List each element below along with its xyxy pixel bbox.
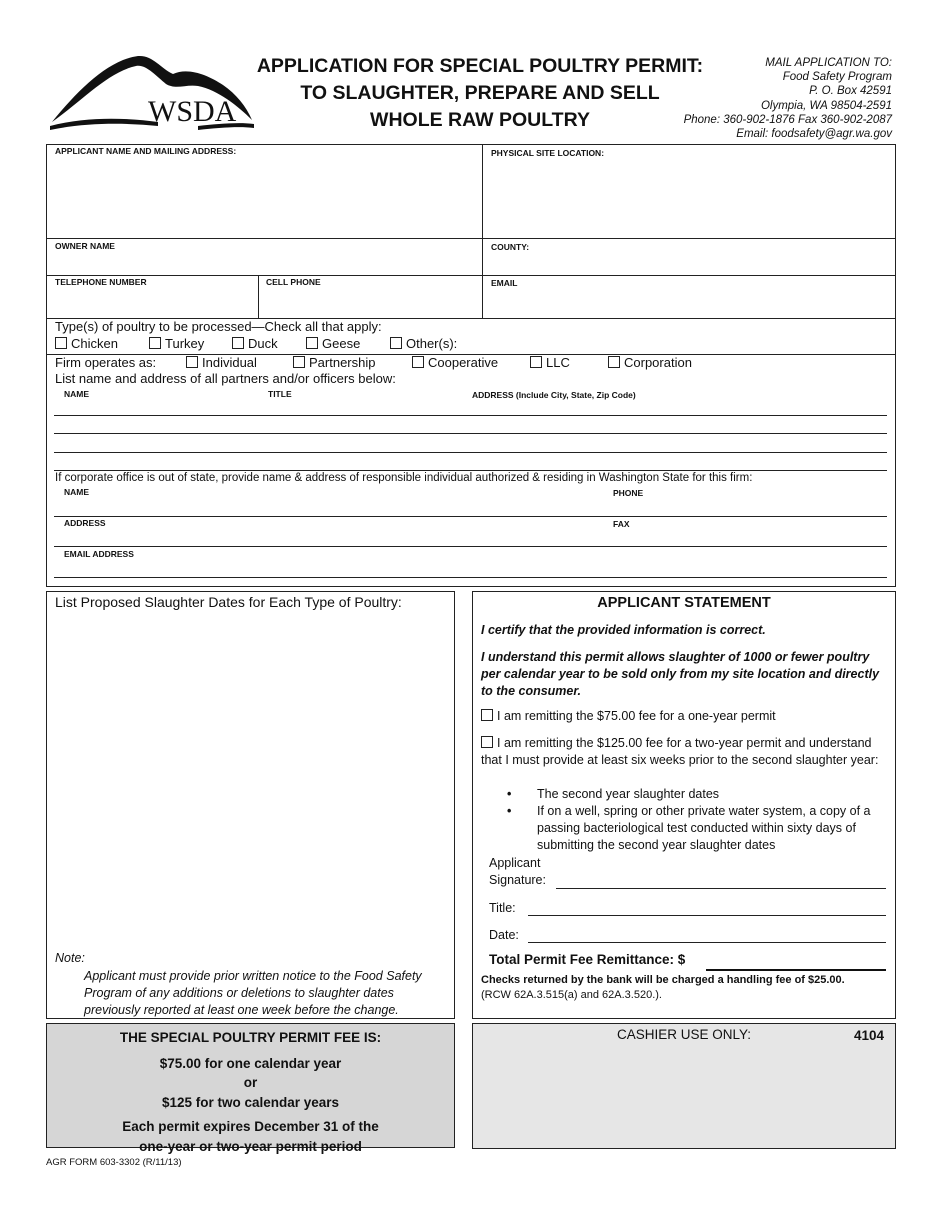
telephone-label: TELEPHONE NUMBER: [55, 277, 147, 287]
fee-or: or: [243, 1075, 258, 1090]
checkbox-geese[interactable]: Geese: [306, 336, 360, 351]
physical-site-field[interactable]: [484, 160, 894, 236]
mail-heading: MAIL APPLICATION TO:: [765, 57, 892, 69]
checkbox-icon: [232, 337, 244, 349]
wsda-logo: [48, 50, 258, 135]
note-label: Note:: [55, 951, 85, 965]
partners-title-label: TITLE: [268, 389, 292, 399]
checkbox-icon: [186, 356, 198, 368]
cashier-label: CASHIER USE ONLY:: [617, 1027, 752, 1042]
form-number: AGR FORM 603-3302 (R/11/13): [46, 1157, 182, 1168]
checks-notice: Checks returned by the bank will be charged a handling fee of $25.00.: [481, 974, 845, 986]
fee-line-2: $125 for two calendar years: [161, 1094, 340, 1110]
corporate-name-label: NAME: [64, 487, 90, 497]
checkbox-icon: [390, 337, 402, 349]
corporate-email-label: EMAIL ADDRESS: [64, 549, 134, 559]
two-year-option[interactable]: I am remitting the $125.00 fee for a two-year permit and understand that I must provide at least six weeks prior to the second slaughter year:: [481, 736, 879, 767]
signature-label: Applicant Signature:: [489, 856, 546, 887]
corporate-email-line[interactable]: [54, 577, 887, 578]
title-line-2: TO SLAUGHTER, PREPARE AND SELL: [300, 82, 660, 104]
applicant-name-label: APPLICANT NAME AND MAILING ADDRESS:: [55, 146, 237, 156]
county-label: COUNTY:: [491, 242, 530, 252]
checkbox-llc[interactable]: LLC: [530, 355, 570, 370]
requirement-item: • If on a well, spring or other private water system, a copy of a passing bacteriological test conducted within sixty days of submitting the second year slaughter dates: [481, 803, 891, 854]
fee-expires-1: Each permit expires December 31 of the: [122, 1119, 379, 1134]
certify-text: I certify that the provided information is correct.: [481, 623, 766, 637]
corporate-name-line[interactable]: [54, 516, 887, 517]
checkbox-icon: [293, 356, 305, 368]
partners-address-label: ADDRESS (Include City, State, Zip Code): [472, 390, 636, 400]
checkbox-duck[interactable]: Duck: [232, 336, 278, 351]
requirement-item: • The second year slaughter dates: [481, 786, 891, 803]
email-field[interactable]: [484, 290, 894, 317]
date-line[interactable]: [528, 942, 886, 943]
checkbox-cooperative[interactable]: Cooperative: [412, 355, 498, 370]
mail-email: Email: foodsafety@agr.wa.gov: [736, 128, 892, 141]
partners-line-1[interactable]: [54, 415, 887, 416]
statement-heading: APPLICANT STATEMENT: [597, 595, 771, 611]
checkbox-icon: [306, 337, 318, 349]
title-line-1: APPLICATION FOR SPECIAL POULTRY PERMIT:: [256, 55, 704, 77]
title-line-3: WHOLE RAW POULTRY: [370, 109, 590, 131]
county-field[interactable]: [484, 253, 894, 274]
slaughter-dates-field[interactable]: [50, 614, 450, 948]
checkbox-icon: [608, 356, 620, 368]
partners-name-label: NAME: [64, 389, 90, 399]
corporate-phone-label: PHONE: [613, 488, 644, 498]
checkbox-individual[interactable]: Individual: [186, 355, 257, 370]
checkbox-partnership[interactable]: Partnership: [293, 355, 375, 370]
title-line[interactable]: [528, 915, 886, 916]
mail-address-block: [684, 56, 892, 141]
owner-name-label: OWNER NAME: [55, 241, 115, 251]
partners-line-2[interactable]: [54, 433, 887, 434]
total-fee-label: Total Permit Fee Remittance: $: [489, 952, 686, 967]
fee-line-1: $75.00 for one calendar year: [159, 1055, 342, 1071]
total-fee-field[interactable]: [706, 954, 886, 971]
corporate-prompt: If corporate office is out of state, provide name & address of responsible individual authorized & residing in Washington State for this firm:: [55, 472, 753, 484]
fee-expires-2: one-year or two-year permit period: [139, 1138, 362, 1154]
partners-line-3[interactable]: [54, 452, 887, 453]
one-year-option[interactable]: I am remitting the $75.00 fee for a one-year permit: [481, 708, 776, 725]
checkbox-icon: [481, 736, 493, 748]
understand-text: I understand this permit allows slaughter of 1000 or fewer poultry per calendar year to be sold only from my site location and directly to the consumer.: [481, 650, 880, 698]
cell-phone-field[interactable]: [260, 290, 480, 317]
applicant-name-field[interactable]: [48, 158, 480, 236]
firm-prompt: Firm operates as:: [55, 355, 157, 370]
note-text: Applicant must provide prior written notice to the Food Safety Program of any additions or deletions to slaughter dates previously reported at least one week before the change.: [84, 969, 422, 1017]
poultry-types-prompt: Type(s) of poultry to be processed—Check all that apply:: [55, 319, 382, 334]
two-year-requirements: [481, 786, 891, 854]
fee-heading: THE SPECIAL POULTRY PERMIT FEE IS:: [119, 1030, 382, 1045]
physical-site-label: PHYSICAL SITE LOCATION:: [491, 148, 605, 158]
title-label: Title:: [489, 901, 516, 915]
partners-line-4[interactable]: [54, 470, 887, 471]
rcw-reference: (RCW 62A.3.515(a) and 62A.3.520.).: [481, 989, 662, 1001]
checkbox-chicken[interactable]: Chicken: [55, 336, 118, 351]
cell-phone-label: CELL PHONE: [266, 277, 321, 287]
corporate-fax-label: FAX: [613, 519, 630, 529]
corporate-address-line[interactable]: [54, 546, 887, 547]
owner-name-field[interactable]: [48, 252, 480, 274]
corporate-address-label: ADDRESS: [64, 518, 106, 528]
mail-phone: Phone: 360-902-1876 Fax 360-902-2087: [683, 113, 892, 126]
partners-prompt: List name and address of all partners and/or officers below:: [55, 371, 396, 386]
email-label: EMAIL: [491, 278, 518, 288]
checkbox-icon: [481, 709, 493, 721]
checkbox-icon: [55, 337, 67, 349]
mail-city: Olympia, WA 98504-2591: [760, 99, 892, 112]
mail-org: Food Safety Program: [782, 71, 892, 84]
checkbox-icon: [412, 356, 424, 368]
checkbox-others[interactable]: Other(s):: [390, 336, 457, 351]
cashier-code: 4104: [854, 1028, 885, 1043]
checkbox-icon: [149, 337, 161, 349]
telephone-field[interactable]: [48, 290, 256, 317]
mail-box: P. O. Box 42591: [809, 85, 892, 98]
checkbox-corporation[interactable]: Corporation: [608, 355, 692, 370]
date-label: Date:: [489, 928, 519, 942]
checkbox-turkey[interactable]: Turkey: [149, 336, 204, 351]
slaughter-dates-heading: List Proposed Slaughter Dates for Each Type of Poultry:: [55, 594, 402, 610]
signature-line[interactable]: [556, 888, 886, 889]
fee-info-box: [46, 1023, 455, 1154]
logo-text: WSDA: [148, 95, 237, 128]
form-title: [230, 53, 730, 134]
checkbox-icon: [530, 356, 542, 368]
